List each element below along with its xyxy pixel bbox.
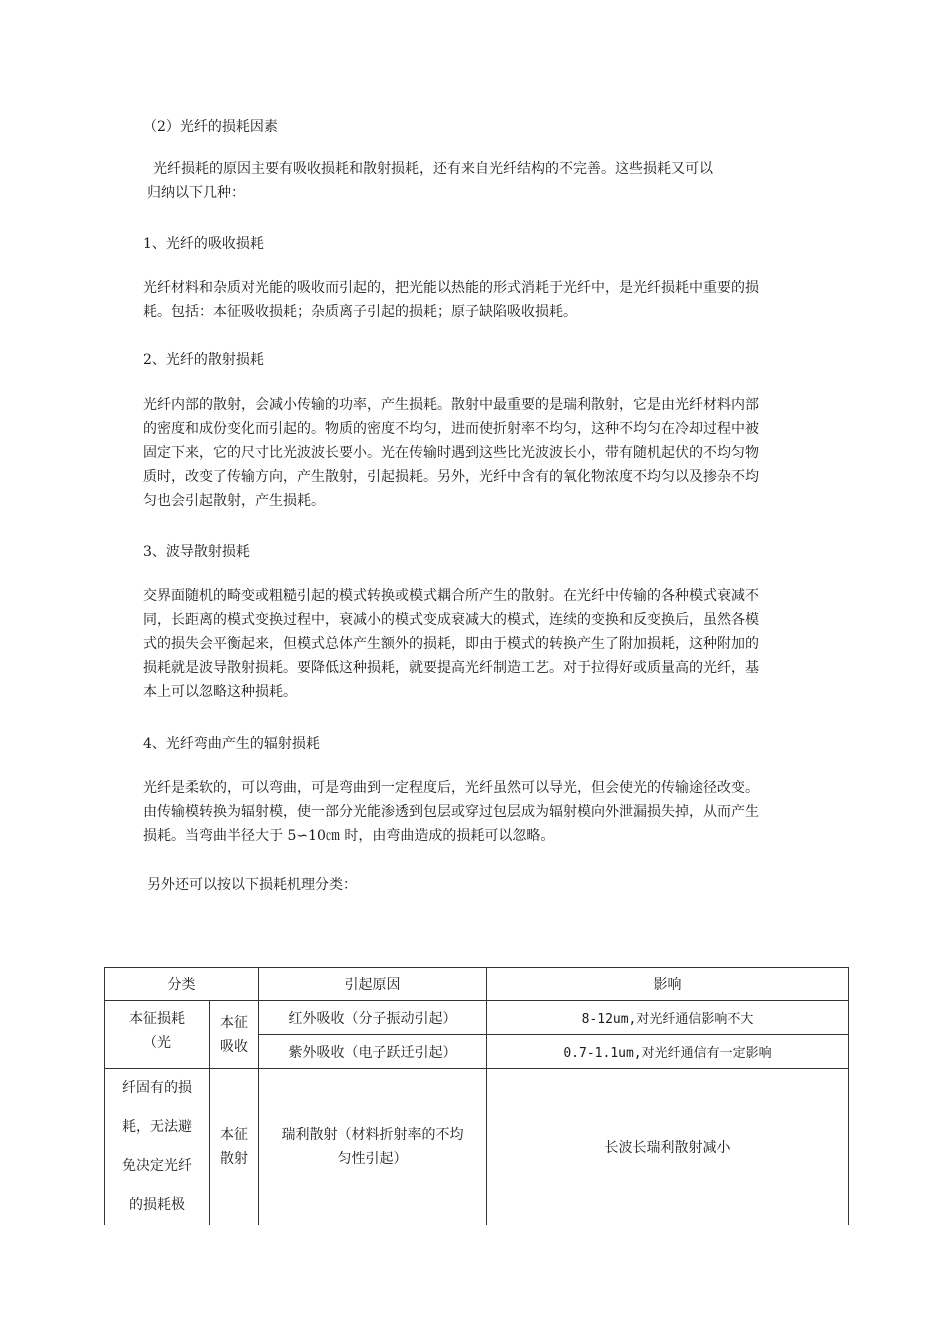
paragraph-line: 光纤材料和杂质对光能的吸收而引起的，把光能以热能的形式消耗于光纤中，是光纤损耗中重要的损 xyxy=(143,280,759,296)
item-heading: 2、光纤的散射损耗 xyxy=(143,352,264,368)
paragraph-line: 损耗就是波导散射损耗。要降低这种损耗，就要提高光纤制造工艺。对于拉得好或质量高的光纤，基 xyxy=(143,660,759,676)
item-paragraph xyxy=(143,393,853,513)
cause-cell xyxy=(259,1069,487,1226)
item-heading: 1、光纤的吸收损耗 xyxy=(143,236,264,252)
paragraph-line: 本上可以忽略这种损耗。 xyxy=(143,684,297,700)
subcategory-line: 本征 xyxy=(220,1127,248,1143)
item-paragraph xyxy=(143,276,853,324)
category-cell xyxy=(105,1069,210,1226)
cause-cell: 红外吸收（分子振动引起） xyxy=(259,1001,487,1035)
paragraph-line: 式的损失会平衡起来，但模式总体产生额外的损耗，即由于模式的转换产生了附加损耗，这种附加的 xyxy=(143,636,759,652)
subcategory-cell xyxy=(210,1069,259,1226)
effect-cell: 长波长瑞利散射减小 xyxy=(487,1069,849,1226)
intro-line: 光纤损耗的原因主要有吸收损耗和散射损耗，还有来自光纤结构的不完善。这些损耗又可以 xyxy=(153,161,713,177)
category-line: （光 xyxy=(143,1035,171,1051)
subcategory-line: 本征 xyxy=(220,1014,248,1031)
item-paragraph xyxy=(143,776,853,848)
category-line: 的损耗极 xyxy=(129,1197,185,1213)
cause-cell: 紫外吸收（电子跃迁引起） xyxy=(259,1035,487,1069)
paragraph-line: 的密度和成份变化而引起的。物质的密度不均匀，进而使折射率不均匀，这种不均匀在冷却过程中被 xyxy=(143,421,759,437)
category-cell xyxy=(105,1001,210,1069)
item-heading: 4、光纤弯曲产生的辐射损耗 xyxy=(143,736,320,752)
section-title: （2）光纤的损耗因素 xyxy=(143,119,278,135)
category-line: 免决定光纤 xyxy=(122,1158,192,1174)
intro-paragraph xyxy=(147,157,853,205)
subcategory-line: 散射 xyxy=(220,1151,248,1167)
category-line: 本征损耗 xyxy=(129,1011,185,1027)
paragraph-line: 匀也会引起散射，产生损耗。 xyxy=(143,493,325,509)
header-category: 分类 xyxy=(105,968,259,1001)
effect-cell: 8-12um,对光纤通信影响不大 xyxy=(487,1001,849,1035)
header-cause: 引起原因 xyxy=(259,968,487,1001)
table-row xyxy=(105,1069,849,1226)
subcategory-line: 吸收 xyxy=(220,1038,248,1055)
cause-line: 匀性引起） xyxy=(337,1151,408,1167)
item-heading: 3、波导散射损耗 xyxy=(143,544,250,560)
category-line: 纤固有的损 xyxy=(122,1080,192,1096)
paragraph-line: 光纤是柔软的，可以弯曲，可是弯曲到一定程度后，光纤虽然可以导光，但会使光的传输途径改变。 xyxy=(143,780,759,796)
table-row xyxy=(105,1001,849,1035)
paragraph-line: 固定下来，它的尺寸比光波波长要小。光在传输时遇到这些比光波波长小，带有随机起伏的不均匀物 xyxy=(143,445,759,461)
outro-text: 另外还可以按以下损耗机理分类： xyxy=(147,877,357,893)
paragraph-line: 损耗。当弯曲半径大于 5∽10㎝ 时，由弯曲造成的损耗可以忽略。 xyxy=(143,828,555,844)
paragraph-line: 同，长距离的模式变换过程中，衰减小的模式变成衰减大的模式，连续的变换和反变换后，虽然各模 xyxy=(143,612,759,628)
intro-line: 归纳以下几种： xyxy=(147,185,245,201)
paragraph-line: 耗。包括：本征吸收损耗；杂质离子引起的损耗；原子缺陷吸收损耗。 xyxy=(143,304,577,320)
paragraph-line: 由传输模转换为辐射模，使一部分光能渗透到包层或穿过包层成为辐射模向外泄漏损失掉，从而产生 xyxy=(143,804,759,820)
paragraph-line: 质时，改变了传输方向，产生散射，引起损耗。另外，光纤中含有的氧化物浓度不均匀以及掺杂不均 xyxy=(143,469,759,485)
loss-classification-table xyxy=(104,967,849,1225)
table-header-row xyxy=(105,968,849,1001)
category-line: 耗，无法避 xyxy=(122,1119,192,1135)
item-paragraph xyxy=(143,584,853,704)
subcategory-cell xyxy=(210,1001,259,1069)
paragraph-line: 光纤内部的散射，会减小传输的功率，产生损耗。散射中最重要的是瑞利散射，它是由光纤材料内部 xyxy=(143,397,759,413)
cause-line: 瑞利散射（材料折射率的不均 xyxy=(281,1127,464,1143)
paragraph-line: 交界面随机的畸变或粗糙引起的模式转换或模式耦合所产生的散射。在光纤中传输的各种模式衰减不 xyxy=(143,588,759,604)
header-effect: 影响 xyxy=(487,968,849,1001)
effect-cell: 0.7-1.1um,对光纤通信有一定影响 xyxy=(487,1035,849,1069)
